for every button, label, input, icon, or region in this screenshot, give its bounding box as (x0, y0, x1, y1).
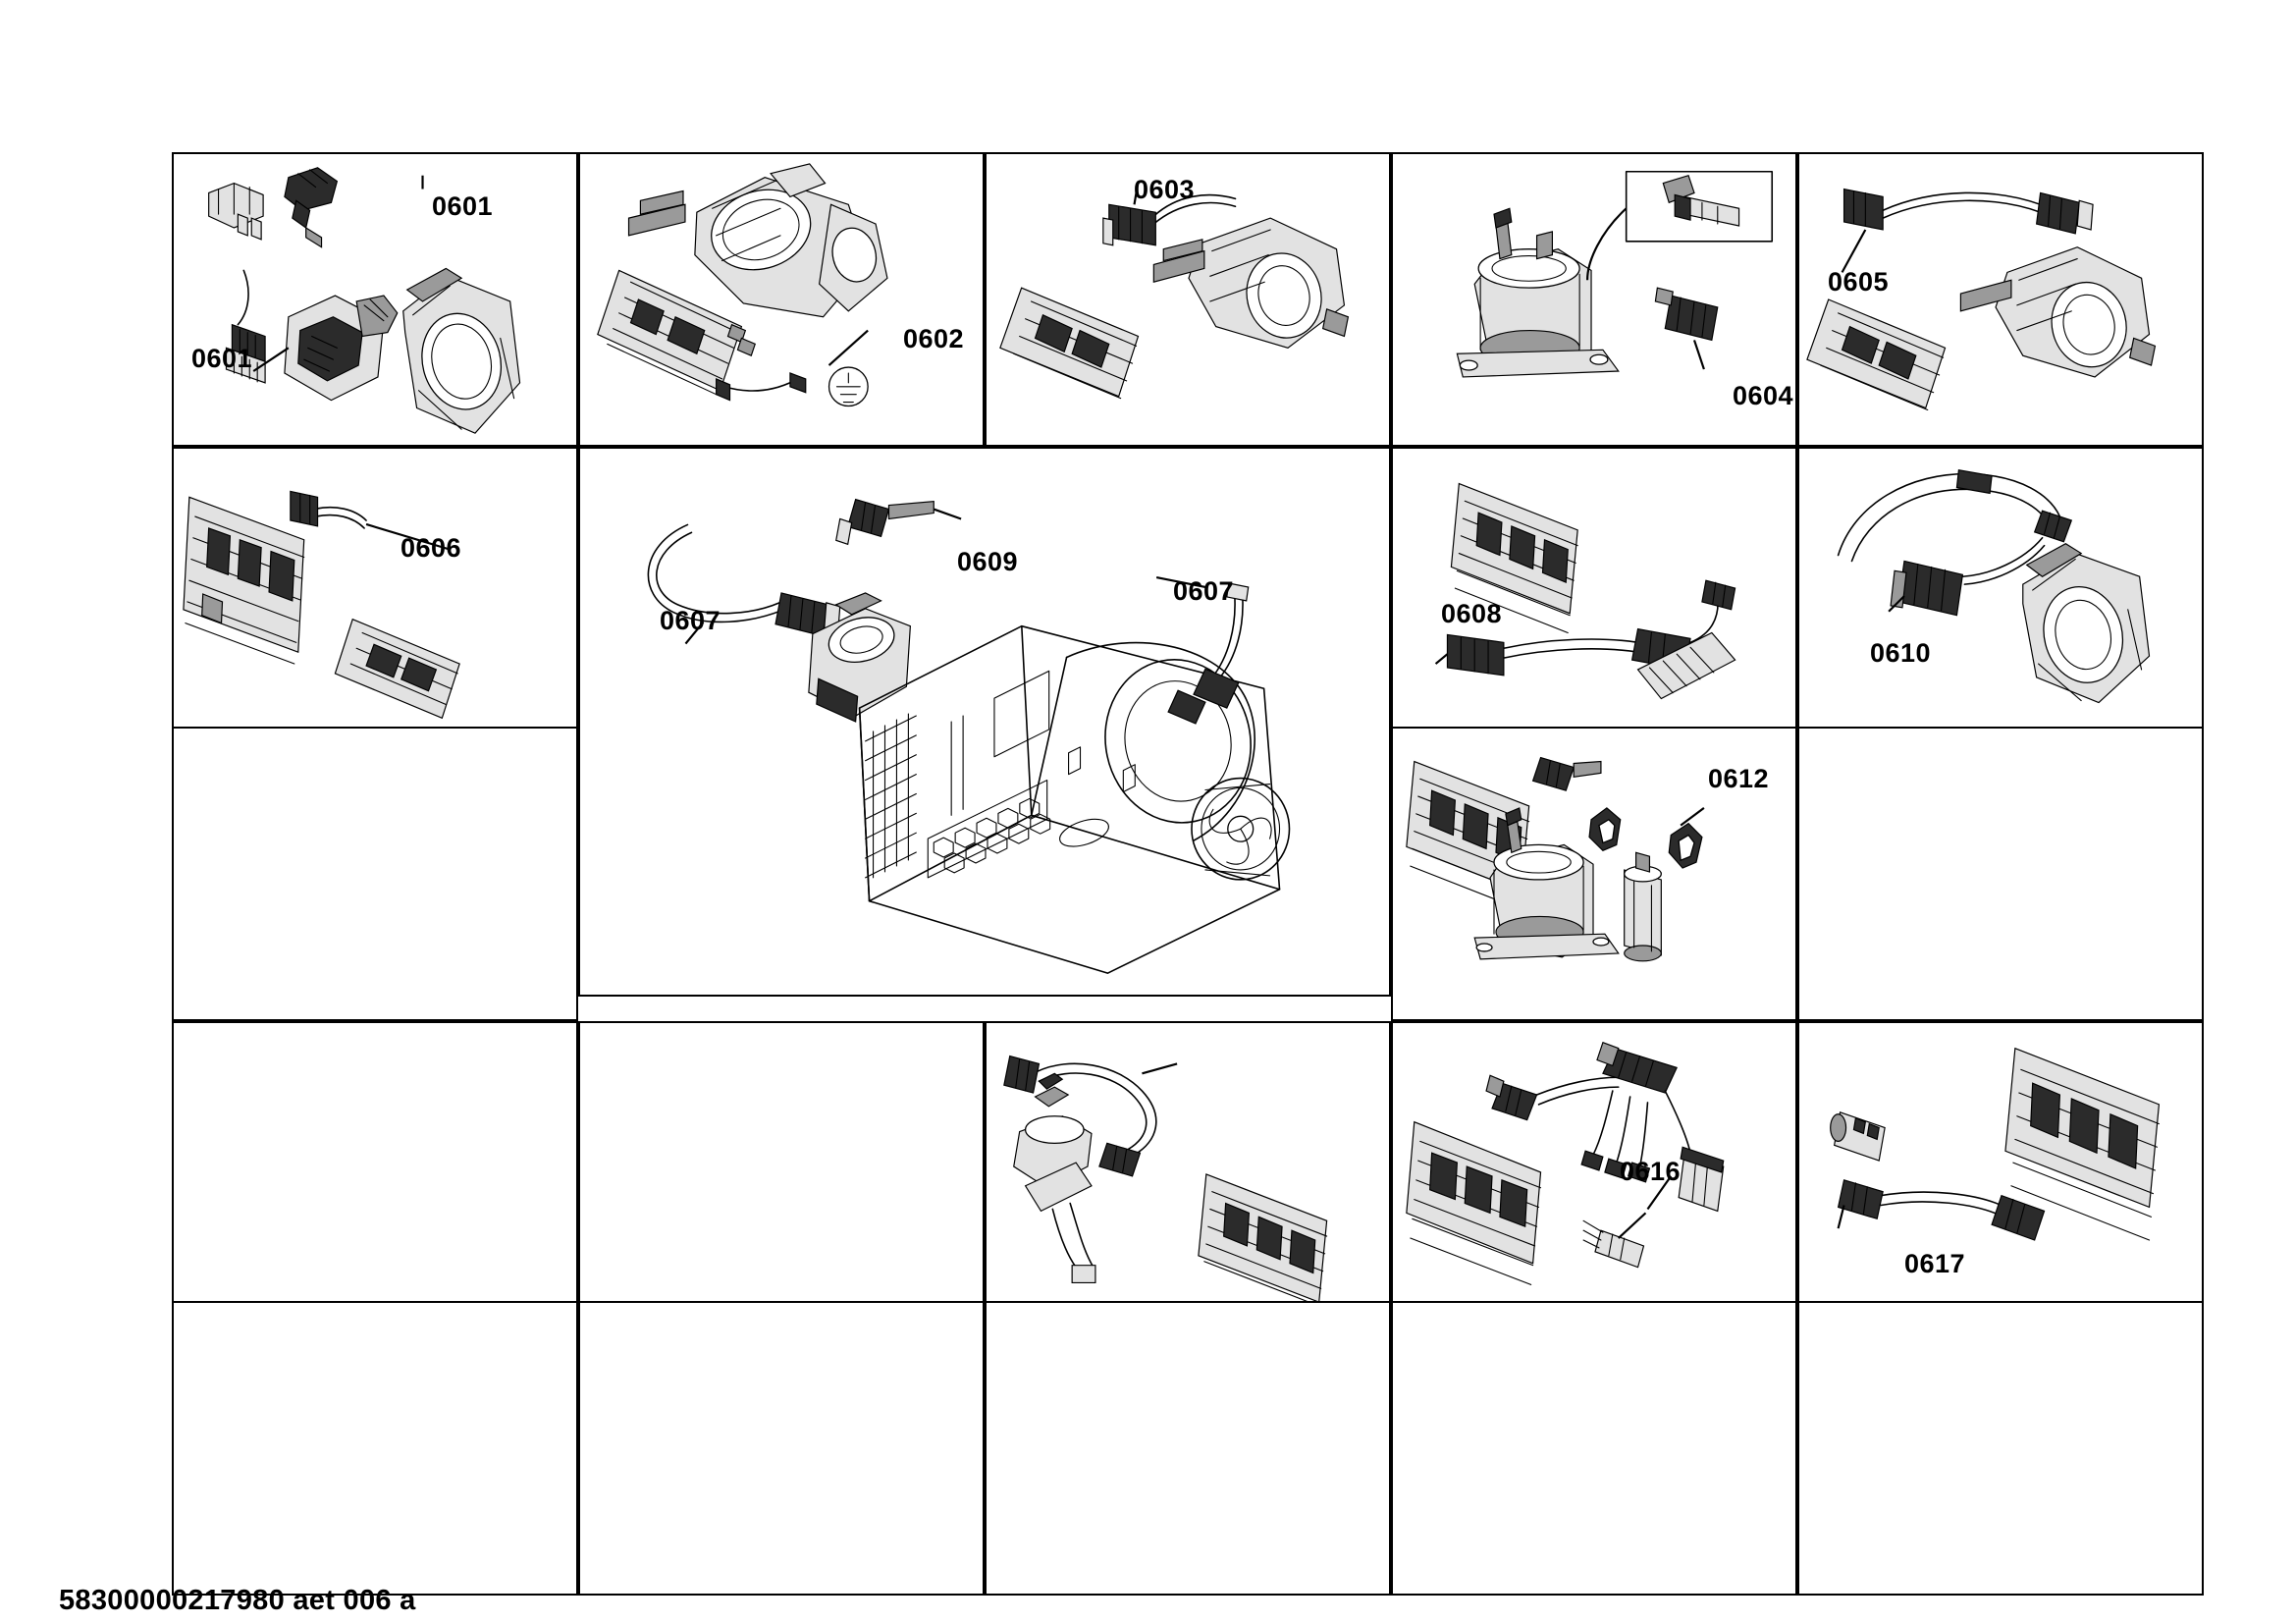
drawing-0605 (1799, 154, 2202, 445)
parts-cell-0605[interactable] (1797, 152, 2204, 447)
parts-cell-0601[interactable] (172, 152, 578, 447)
parts-cell-0608[interactable] (1391, 447, 1797, 741)
drawing-base-assembly (580, 449, 1389, 995)
callout-0605: 0605 (1828, 267, 1890, 297)
callout-0618: 0617 (1904, 1249, 1966, 1278)
parts-cell-empty-r4c2[interactable] (578, 1021, 985, 1316)
drawing-0602 (580, 154, 983, 445)
callout-0609: 0609 (957, 547, 1019, 576)
callout-0612: 0612 (1708, 764, 1770, 793)
callout-0603: 0603 (1134, 175, 1196, 204)
parts-cell-empty-r5c2[interactable] (578, 1301, 985, 1596)
parts-cell-empty-r5c5[interactable] (1797, 1301, 2204, 1596)
parts-cell-empty-r4c1[interactable] (172, 1021, 578, 1316)
drawing-0606 (174, 449, 576, 739)
callout-0601-left: 0601 (191, 344, 253, 373)
parts-cell-0606[interactable] (172, 447, 578, 741)
drawing-0616 (987, 1023, 1389, 1314)
parts-cell-0616[interactable] (985, 1021, 1391, 1316)
callout-0601-top: 0601 (432, 191, 494, 221)
drawing-0618 (1799, 1023, 2202, 1314)
callout-0606: 0606 (400, 533, 462, 563)
drawing-0601 (174, 154, 576, 445)
callout-0604: 0604 (1733, 381, 1794, 410)
callout-0608: 0608 (1441, 599, 1503, 628)
callout-0602: 0602 (903, 324, 965, 353)
callout-0607-right: 0607 (1173, 576, 1235, 606)
callout-0610: 0610 (1870, 638, 1932, 668)
parts-cell-empty-r3c5[interactable] (1797, 727, 2204, 1021)
drawing-0608 (1393, 449, 1795, 739)
callout-0607-left: 0607 (660, 606, 721, 635)
parts-cell-empty-r5c4[interactable] (1391, 1301, 1797, 1596)
parts-cell-0610[interactable] (1797, 447, 2204, 741)
parts-cell-0602[interactable] (578, 152, 985, 447)
callout-0617: 0616 (1620, 1157, 1682, 1186)
parts-cell-0618[interactable] (1797, 1021, 2204, 1316)
parts-cell-empty-r3c1[interactable] (172, 727, 578, 1021)
parts-cell-0617[interactable] (1391, 1021, 1797, 1316)
drawing-0617 (1393, 1023, 1795, 1314)
parts-cell-center-assembly[interactable] (578, 447, 1391, 997)
drawing-0610 (1799, 449, 2202, 739)
parts-cell-empty-r5c3[interactable] (985, 1301, 1391, 1596)
parts-cell-empty-r5c1[interactable] (172, 1301, 578, 1596)
document-footer-id: 58300000217980 aet 006 a (59, 1585, 416, 1616)
